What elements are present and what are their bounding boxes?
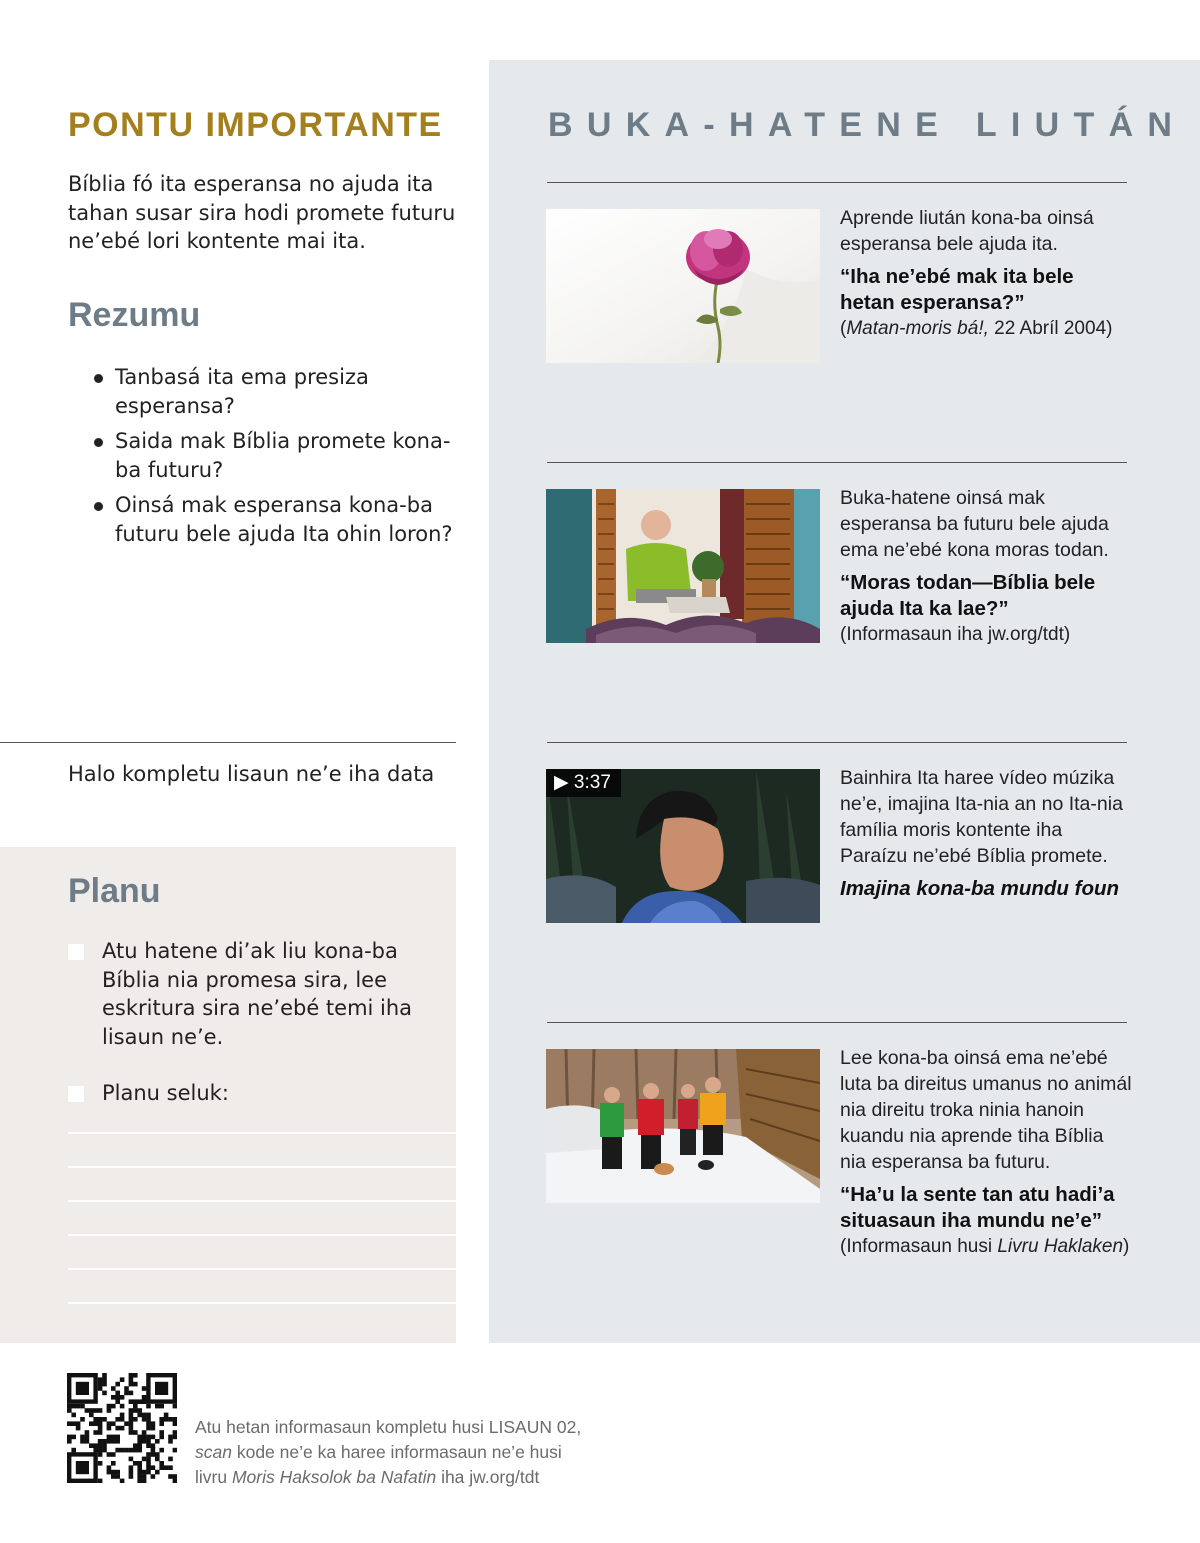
card-description: Bainhira Ita haree vídeo múzika ne’e, imajina Ita-nia an no Ita-nia família moris kontente iha Paraízu ne’ebé Bíblia promete. [840,767,1123,867]
write-in-line[interactable] [68,1132,456,1134]
duration-text: 3:37 [573,772,611,793]
key-point-title: PONTU IMPORTANTE [68,106,443,144]
man-in-wheelchair-photo[interactable] [546,489,820,643]
divider [547,182,1127,183]
card-source: (Informasaun iha jw.org/tdt) [840,624,1071,645]
qr-code[interactable] [67,1373,177,1483]
plan-checkbox[interactable] [68,1086,84,1102]
play-icon: ▶ [554,772,569,793]
card-source: (Informasaun husi Livru Haklaken) [840,1236,1130,1257]
card-description: Buka-hatene oinsá mak esperansa ba futuru bele ajuda ema ne’ebé kona moras todan. [840,487,1109,561]
footer-note: Atu hetan informasaun kompletu husi LISAUN 02, scan kode ne’e ka haree informasaun ne’e husi livru Moris Haksolok ba Nafatin iha jw.org/tdt [195,1417,582,1487]
summary-item: Oinsá mak esperansa kona-ba futuru bele ajuda Ita ohin loron? [90,491,460,548]
summary-list [90,363,460,555]
write-in-line[interactable] [68,1200,456,1202]
article-link[interactable]: “Moras todan—Bíblia bele ajuda Ita ka lae?” [840,571,1096,620]
resource-card [840,765,1132,902]
plan-item-label: Planu seluk: [102,1081,229,1105]
divider [0,742,456,743]
article-link[interactable]: “Iha ne’ebé mak ita bele hetan esperansa?” [840,265,1074,314]
video-duration-badge [546,769,621,797]
summary-item: Tanbasá ita ema presiza esperansa? [90,363,460,420]
write-in-line[interactable] [68,1268,456,1270]
write-in-line[interactable] [68,1234,456,1236]
plan-heading: Planu [68,872,161,910]
pink-flower-photo[interactable] [546,209,820,363]
plan-item [68,1079,428,1108]
divider [547,742,1127,743]
plan-item-label: Atu hatene di’ak liu kona-ba Bíblia nia promesa sira, lee eskritura sira ne’ebé temi iha lisaun ne’e. [102,939,413,1049]
family-walking-in-snow-photo[interactable] [546,1049,820,1203]
write-in-line[interactable] [68,1302,456,1304]
divider [547,1022,1127,1023]
card-description: Lee kona-ba oinsá ema ne’ebé luta ba direitus umanus no animál nia direitu troka ninia hanoin kuandu nia aprende tiha Bíblia nia esperansa ba futuru. [840,1047,1132,1173]
summary-item: Saida mak Bíblia promete kona-ba futuru? [90,427,460,484]
man-looking-up-video[interactable] [546,769,820,923]
write-in-line[interactable] [68,1166,456,1168]
card-description: Aprende liután kona-ba oinsá esperansa bele ajuda ita. [840,207,1094,255]
article-link[interactable]: “Ha’u la sente tan atu hadi’a situasaun iha mundu ne’e” [840,1183,1115,1232]
video-link[interactable]: Imajina kona-ba mundu foun [840,877,1120,900]
resource-card [840,1045,1132,1260]
resource-card [840,205,1132,342]
resource-card [840,485,1132,648]
learn-more-title: BUKA-HATENE LIUTÁN [548,106,1187,144]
divider [547,462,1127,463]
completion-date-line: Halo kompletu lisaun ne’e iha data [68,762,435,786]
plan-checkbox[interactable] [68,944,84,960]
plan-item [68,937,428,1051]
summary-heading: Rezumu [68,296,201,334]
intro-text: Bíblia fó ita esperansa no ajuda ita tahan susar sira hodi promete futuru ne’ebé lori kontente mai ita. [68,172,456,253]
card-source: (Matan-moris bá!, 22 Abríl 2004) [840,318,1113,339]
